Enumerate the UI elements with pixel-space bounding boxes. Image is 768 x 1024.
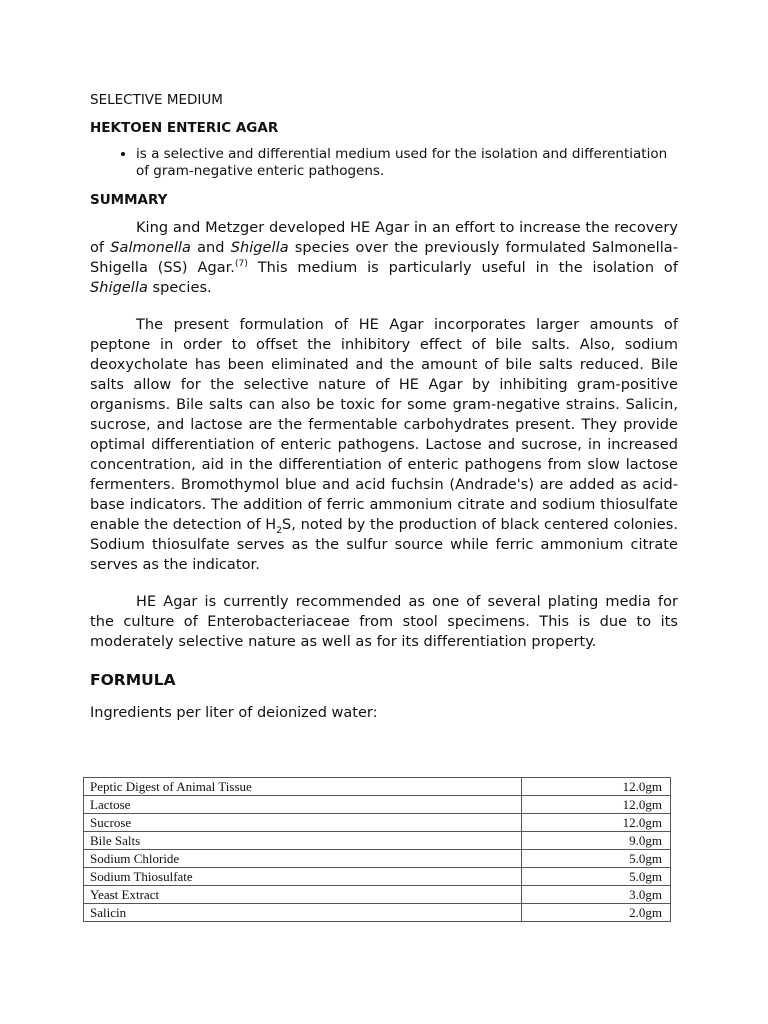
italic-term: Shigella [90,280,148,296]
table-row [84,850,671,868]
text-run: S, noted by the production of black centered colonies. Sodium thiosulfate serves as the sulfur source while ferric ammonium citrate serves as the indicator. [90,517,678,573]
ingredients-table [83,777,671,922]
table-row [84,886,671,904]
table-row [84,868,671,886]
ingredient-amount: 5.0gm [522,850,671,868]
document-title: HEKTOEN ENTERIC AGAR [90,120,279,136]
summary-paragraph-3: HE Agar is currently recommended as one of several plating media for the culture of Enterobacteriaceae from stool specimens. This is due to its moderately selective nature as well as for its differentiation property. [90,594,678,650]
formula-heading: FORMULA [90,671,176,689]
text-run: This medium is particularly useful in the isolation of [247,260,678,276]
table-row [84,796,671,814]
ingredient-name: Sodium Chloride [84,850,522,868]
summary-paragraph-2 [90,315,678,575]
bullet-list [90,146,678,180]
text-run: and [190,240,231,256]
table-row [84,778,671,796]
ingredient-amount: 9.0gm [522,832,671,850]
ingredient-name: Yeast Extract [84,886,522,904]
table-row [84,814,671,832]
ingredient-name: Sodium Thiosulfate [84,868,522,886]
summary-heading: SUMMARY [90,192,168,208]
ingredient-amount: 12.0gm [522,814,671,832]
table-row [84,832,671,850]
italic-term: Salmonella [110,240,191,256]
ingredient-name: Bile Salts [84,832,522,850]
text-run: species. [147,280,212,296]
text-run: species over the previously formulated Salmonella-Shigella (SS) Agar. [90,240,678,276]
text-run: The present formulation of HE Agar incorporates larger amounts of peptone in order to offset the inhibitory effect of bile salts. Also, sodium deoxycholate has been eliminated and the amount of bile salts reduced. Bile salts allow for the selective nature of HE Agar by inhibiting gram-positive organisms. Bile salts can also be toxic for some gram-negative strains. Salicin, sucrose, and lactose are the fermentable carbohydrates present. They provide optimal differentiation of enteric pathogens. Lactose and sucrose, in increased concentration, aid in the differentiation of enteric pathogens from slow lactose fermenters. Bromothymol blue and acid fuchsin (Andrade's) are added as acid-base indicators. The addition of ferric ammonium citrate and sodium thiosulfate enable the detection of H [90,317,678,533]
ingredient-amount: 12.0gm [522,778,671,796]
ingredient-amount: 2.0gm [522,904,671,922]
table-row [84,904,671,922]
ingredient-name: Salicin [84,904,522,922]
section-label: SELECTIVE MEDIUM [90,92,223,108]
subscript: 2 [276,525,282,536]
reference-marker: (7) [234,259,248,270]
italic-term: Shigella [230,240,289,256]
ingredients-intro: Ingredients per liter of deionized water: [90,705,378,721]
ingredient-name: Lactose [84,796,522,814]
ingredient-amount: 5.0gm [522,868,671,886]
bullet-item: • is a selective and differential medium used for the isolation and differentiation of gram-negative enteric pathogens. [136,146,678,180]
document-page [90,90,678,723]
ingredient-amount: 12.0gm [522,796,671,814]
summary-paragraph-1 [90,218,678,298]
ingredient-name: Peptic Digest of Animal Tissue [84,778,522,796]
ingredient-name: Sucrose [84,814,522,832]
text-run: King and Metzger developed HE Agar in an effort to increase the recovery of [90,220,678,256]
ingredient-amount: 3.0gm [522,886,671,904]
